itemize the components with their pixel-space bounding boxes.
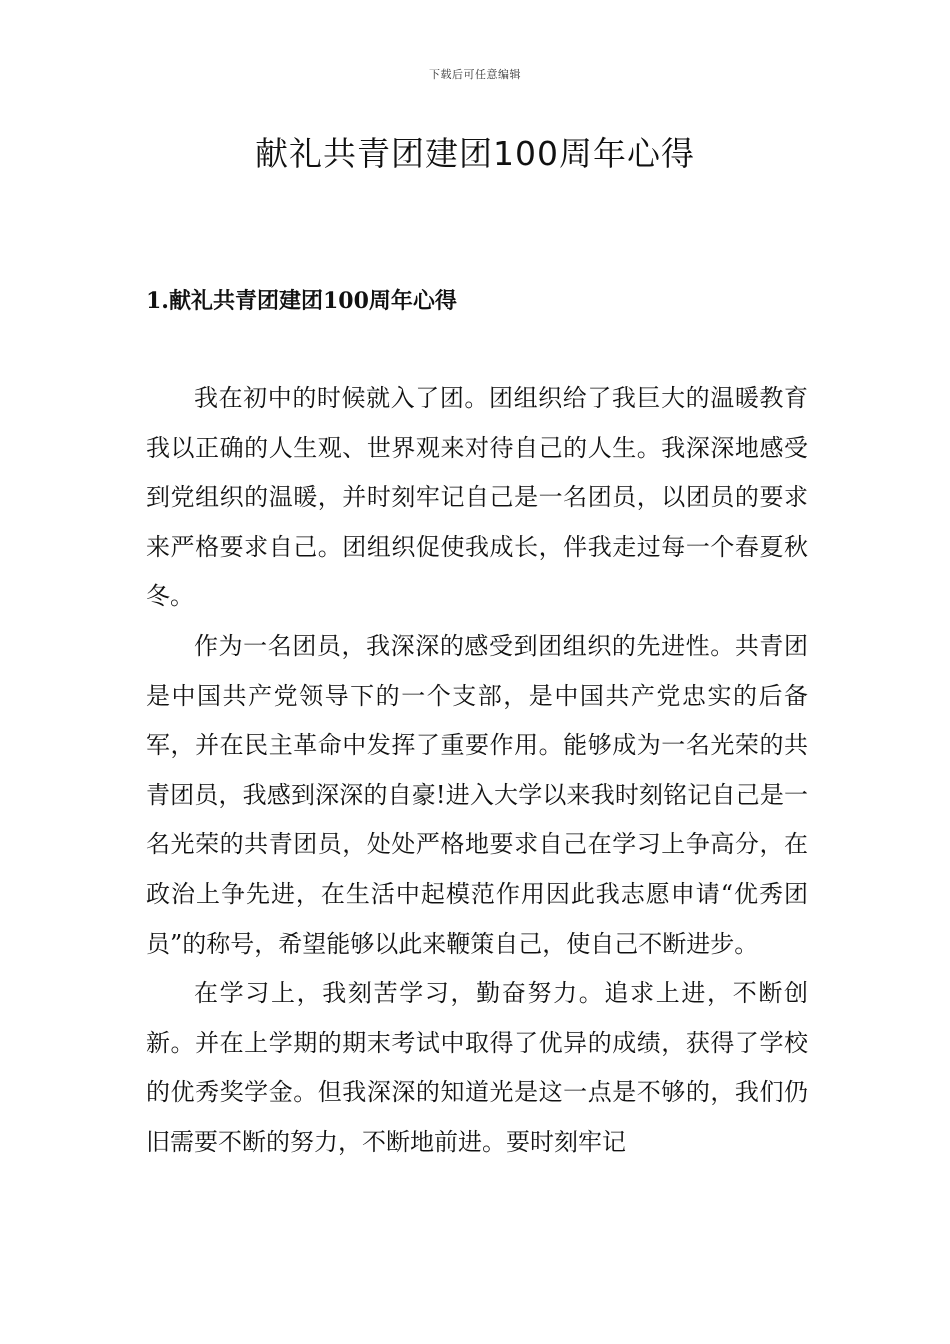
body-text <box>146 374 808 1168</box>
header-note: 下载后可任意编辑 <box>429 68 521 81</box>
document-title: 献礼共青团建团100周年心得 <box>255 134 695 173</box>
section-heading: 1.献礼共青团建团100周年心得 <box>146 288 457 314</box>
paragraph: 在学习上，我刻苦学习，勤奋努力。追求上进，不断创新。并在上学期的期末考试中取得了优异的成绩，获得了学校的优秀奖学金。但我深深的知道光是这一点是不够的，我们仍旧需要不断的努力，不断地前进。要时刻牢记 <box>146 979 808 1156</box>
paragraph: 我在初中的时候就入了团。团组织给了我巨大的温暖教育我以正确的人生观、世界观来对待自己的人生。我深深地感受到党组织的温暖，并时刻牢记自己是一名团员，以团员的要求来严格要求自己。团组织促使我成长，伴我走过每一个春夏秋冬。 <box>146 384 808 611</box>
paragraph: 作为一名团员，我深深的感受到团组织的先进性。共青团是中国共产党领导下的一个支部，是中国共产党忠实的后备军，并在民主革命中发挥了重要作用。能够成为一名光荣的共青团员，我感到深深的自豪!进入大学以来我时刻铭记自己是一名光荣的共青团员，处处严格地要求自己在学习上争高分，在政治上争先进，在生活中起模范作用因此我志愿申请“优秀团员”的称号，希望能够以此来鞭策自己，使自己不断进步。 <box>146 631 808 958</box>
